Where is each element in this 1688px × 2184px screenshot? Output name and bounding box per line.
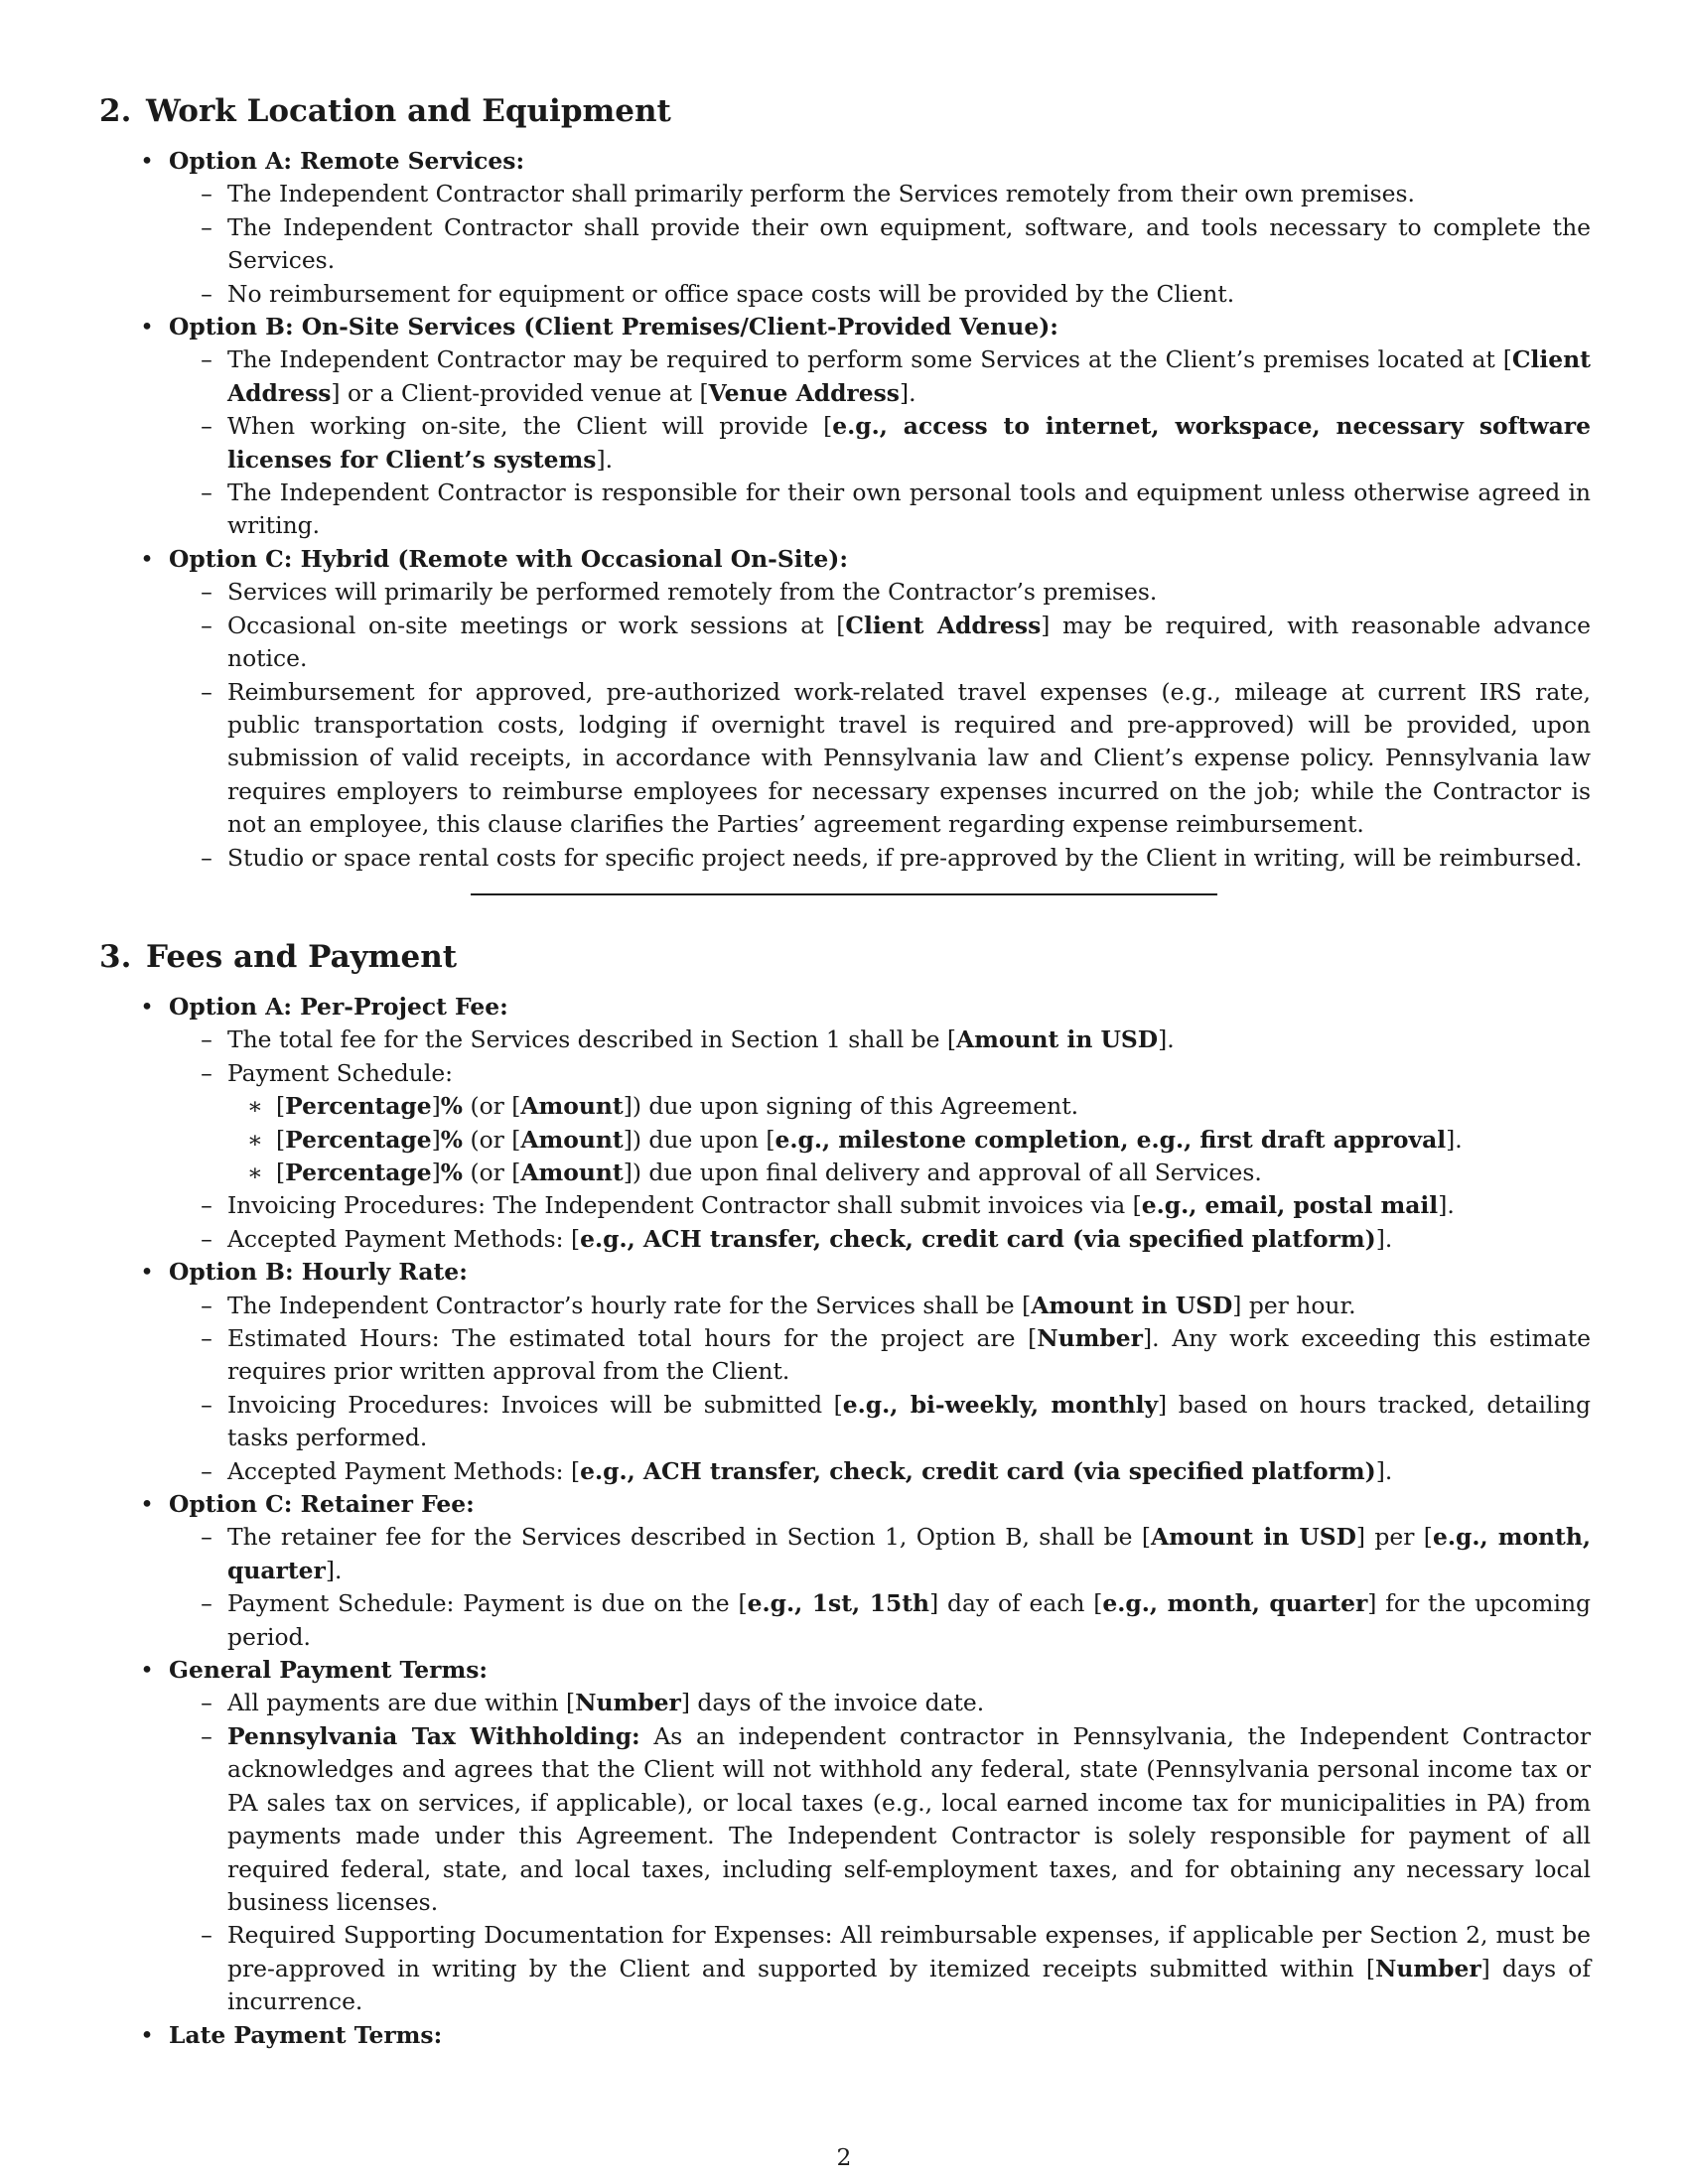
clause-item bbox=[169, 676, 1591, 842]
clause-item bbox=[169, 1455, 1591, 1488]
clause-item bbox=[169, 1189, 1591, 1222]
text-run: Payment Schedule: Payment is due on the [ bbox=[227, 1589, 748, 1618]
clause-item bbox=[169, 576, 1591, 609]
asterisk-icon: ∗ bbox=[247, 1158, 263, 1186]
text-run: ] day of each [ bbox=[929, 1589, 1103, 1618]
dash-icon: – bbox=[201, 212, 212, 241]
text-run: The Independent Contractor’s hourly rate for the Services shall be [ bbox=[227, 1291, 1032, 1319]
clause-list bbox=[169, 1521, 1591, 1654]
text-run: All payments are due within [ bbox=[227, 1689, 576, 1717]
dash-icon: – bbox=[201, 1456, 212, 1485]
bold-placeholder: e.g., ACH transfer, check, credit card (via specified platform) bbox=[580, 1456, 1376, 1485]
text-run: [ bbox=[276, 1092, 286, 1121]
asterisk-icon: ∗ bbox=[247, 1125, 263, 1154]
clause-list bbox=[169, 1290, 1591, 1488]
clause-item bbox=[169, 1223, 1591, 1256]
bullet-icon: • bbox=[140, 544, 154, 573]
bold-placeholder: Percentage bbox=[285, 1092, 432, 1121]
text-run: ]. Any work exceeding this estimate requires prior written approval from the Client. bbox=[227, 1324, 1591, 1386]
bold-placeholder: e.g., 1st, 15th bbox=[747, 1589, 930, 1618]
option-item bbox=[99, 1488, 1591, 1654]
text-run: Payment Schedule: bbox=[227, 1058, 454, 1087]
dash-icon: – bbox=[201, 1191, 212, 1220]
bold-placeholder: Amount bbox=[520, 1092, 624, 1121]
dash-icon: – bbox=[201, 1324, 212, 1352]
clause-item bbox=[169, 1024, 1591, 1056]
text-run: ]) due upon final delivery and approval of all Services. bbox=[623, 1158, 1262, 1186]
bold-placeholder: Percentage bbox=[285, 1125, 432, 1154]
text-run: ]. bbox=[596, 445, 614, 474]
dash-icon: – bbox=[201, 1058, 212, 1087]
clause-item bbox=[169, 610, 1591, 676]
text-run: ]) due upon signing of this Agreement. bbox=[623, 1092, 1079, 1121]
text-run: The total fee for the Services described in Section 1 shall be [ bbox=[227, 1025, 957, 1054]
clause-item bbox=[169, 1290, 1591, 1322]
option-heading: Option B: Hourly Rate: bbox=[169, 1258, 468, 1287]
text-run: The Independent Contractor may be required to perform some Services at the Client’s premises located at [ bbox=[227, 345, 1512, 374]
clause-item bbox=[169, 1389, 1591, 1455]
dash-icon: – bbox=[201, 1589, 212, 1618]
text-run: (or [ bbox=[463, 1092, 521, 1121]
option-heading: General Payment Terms: bbox=[169, 1656, 489, 1685]
clause-list bbox=[169, 576, 1591, 875]
bullet-icon: • bbox=[140, 1258, 154, 1287]
bold-placeholder: Amount in USD bbox=[1150, 1523, 1356, 1552]
bold-placeholder: Percentage bbox=[285, 1158, 432, 1186]
text-run: ]. bbox=[325, 1556, 343, 1584]
dash-icon: – bbox=[201, 1291, 212, 1319]
clause-item bbox=[169, 410, 1591, 477]
clause-item bbox=[169, 1687, 1591, 1719]
text-run: The retainer fee for the Services described in Section 1, Option B, shall be [ bbox=[227, 1523, 1151, 1552]
bold-placeholder: Client Address bbox=[845, 611, 1042, 639]
text-run: ] bbox=[431, 1125, 441, 1154]
section-work-location bbox=[99, 91, 1591, 875]
dash-icon: – bbox=[201, 180, 212, 208]
text-run: ] days of the invoice date. bbox=[680, 1689, 985, 1717]
bullet-icon: • bbox=[140, 313, 154, 341]
dash-icon: – bbox=[201, 1390, 212, 1419]
clause-item bbox=[169, 1057, 1591, 1190]
text-run: ] for the upcoming period. bbox=[227, 1589, 1591, 1651]
dash-icon: – bbox=[201, 677, 212, 706]
bold-placeholder: Venue Address bbox=[708, 378, 900, 407]
text-run: Invoicing Procedures: Invoices will be submitted [ bbox=[227, 1390, 843, 1419]
bold-placeholder: e.g., month, quarter bbox=[227, 1523, 1592, 1584]
text-run: Occasional on-site meetings or work sessions at [ bbox=[227, 611, 846, 639]
bold-placeholder: e.g., month, quarter bbox=[1102, 1589, 1368, 1618]
text-run: The Independent Contractor shall primarily perform the Services remotely from their own premises. bbox=[227, 180, 1415, 208]
bold-placeholder: e.g., ACH transfer, check, credit card (via specified platform) bbox=[580, 1224, 1376, 1253]
text-run: [ bbox=[276, 1125, 286, 1154]
text-run: (or [ bbox=[463, 1125, 521, 1154]
text-run: [ bbox=[276, 1158, 286, 1186]
clause-item bbox=[169, 1919, 1591, 2018]
bold-placeholder: Number bbox=[575, 1689, 681, 1717]
schedule-item bbox=[227, 1124, 1591, 1157]
text-run: No reimbursement for equipment or office space costs will be provided by the Client. bbox=[227, 279, 1235, 308]
option-heading: Late Payment Terms: bbox=[169, 2020, 443, 2049]
clause-list bbox=[169, 343, 1591, 542]
option-heading: Option A: Per-Project Fee: bbox=[169, 992, 508, 1021]
text-run: ] bbox=[431, 1092, 441, 1121]
option-item bbox=[99, 1654, 1591, 2018]
dash-icon: – bbox=[201, 1921, 212, 1950]
option-heading: Option C: Retainer Fee: bbox=[169, 1490, 475, 1519]
dash-icon: – bbox=[201, 345, 212, 374]
bold-placeholder: Amount in USD bbox=[956, 1025, 1159, 1054]
text-run: ] per [ bbox=[1355, 1523, 1433, 1552]
bold-placeholder: e.g., bi-weekly, monthly bbox=[842, 1390, 1159, 1419]
bullet-icon: • bbox=[140, 147, 154, 175]
dash-icon: – bbox=[201, 1523, 212, 1552]
option-heading: Option B: On-Site Services (Client Premises/Client-Provided Venue): bbox=[169, 313, 1058, 341]
text-run: ]. bbox=[1446, 1125, 1463, 1154]
text-run: The Independent Contractor shall provide their own equipment, software, and tools necessary to complete the Services. bbox=[227, 212, 1591, 275]
section-title: Fees and Payment bbox=[146, 938, 458, 975]
clause-list bbox=[169, 178, 1591, 311]
section-number: 2. bbox=[99, 93, 132, 129]
option-item bbox=[99, 991, 1591, 1256]
dash-icon: – bbox=[201, 1224, 212, 1253]
section-number: 3. bbox=[99, 938, 132, 975]
text-run: (or [ bbox=[463, 1158, 521, 1186]
bold-placeholder: Number bbox=[1037, 1324, 1143, 1352]
dash-icon: – bbox=[201, 478, 212, 507]
dash-icon: – bbox=[201, 1689, 212, 1717]
text-run: ]. bbox=[1438, 1191, 1455, 1220]
option-item bbox=[99, 311, 1591, 543]
text-run: ]. bbox=[1375, 1456, 1393, 1485]
option-list bbox=[99, 145, 1591, 875]
dash-icon: – bbox=[201, 412, 212, 441]
bullet-icon: • bbox=[140, 2020, 154, 2049]
text-run: ] per hour. bbox=[1232, 1291, 1356, 1319]
option-list bbox=[99, 991, 1591, 2052]
text-run: ] based on hours tracked, detailing tasks performed. bbox=[227, 1390, 1591, 1452]
option-heading: Option C: Hybrid (Remote with Occasional On-Site): bbox=[169, 544, 848, 573]
bold-placeholder: e.g., access to internet, workspace, necessary software licenses for Client’s systems bbox=[227, 412, 1591, 474]
option-item bbox=[99, 2019, 1591, 2052]
bullet-icon: • bbox=[140, 1656, 154, 1685]
horizontal-rule bbox=[471, 893, 1217, 895]
bold-placeholder: Number bbox=[1374, 1954, 1481, 1982]
text-run: As an independent contractor in Pennsylvania, the Independent Contractor acknowledges and agrees that the Client will not withhold any federal, state (Pennsylvania personal income tax or PA sales tax on services, if applicable), or local taxes (e.g., local earned income tax for municipalities in PA) from payments made under this Agreement. The Independent Contractor is solely responsible for payment of all required federal, state, and local taxes, including self-employment taxes, and for obtaining any necessary local business licenses. bbox=[227, 1721, 1591, 1916]
dash-icon: – bbox=[201, 611, 212, 639]
clause-item bbox=[169, 178, 1591, 210]
clause-list bbox=[169, 1687, 1591, 2018]
bold-placeholder: Amount in USD bbox=[1031, 1291, 1233, 1319]
dash-icon: – bbox=[201, 1721, 212, 1750]
text-run: ]) due upon [ bbox=[623, 1125, 775, 1154]
bold-placeholder: Pennsylvania Tax Withholding: bbox=[227, 1721, 640, 1750]
asterisk-icon: ∗ bbox=[247, 1092, 263, 1121]
dash-icon: – bbox=[201, 279, 212, 308]
page-number: 2 bbox=[836, 2143, 852, 2171]
text-run: ] bbox=[431, 1158, 441, 1186]
schedule-item bbox=[227, 1157, 1591, 1189]
bold-placeholder: e.g., milestone completion, e.g., first draft approval bbox=[774, 1125, 1447, 1154]
clause-item bbox=[169, 1521, 1591, 1587]
clause-item bbox=[169, 278, 1591, 311]
text-run: ] or a Client-provided venue at [ bbox=[331, 378, 709, 407]
text-run: ]. bbox=[1375, 1224, 1393, 1253]
dash-icon: – bbox=[201, 1025, 212, 1054]
clause-item bbox=[169, 1720, 1591, 1919]
section-title: Work Location and Equipment bbox=[146, 93, 671, 129]
text-run: Invoicing Procedures: The Independent Contractor shall submit invoices via [ bbox=[227, 1191, 1142, 1220]
clause-item bbox=[169, 1322, 1591, 1389]
text-run: Estimated Hours: The estimated total hours for the project are [ bbox=[227, 1324, 1038, 1352]
schedule-list bbox=[227, 1090, 1591, 1189]
text-run: ]. bbox=[899, 378, 916, 407]
clause-item bbox=[169, 477, 1591, 543]
bold-placeholder: % bbox=[440, 1092, 464, 1121]
text-run: Accepted Payment Methods: [ bbox=[227, 1456, 581, 1485]
text-run: Studio or space rental costs for specific project needs, if pre-approved by the Client in writing, will be reimbursed. bbox=[227, 843, 1583, 872]
clause-item bbox=[169, 343, 1591, 410]
text-run: The Independent Contractor is responsible for their own personal tools and equipment unless otherwise agreed in writing. bbox=[227, 478, 1591, 540]
bold-placeholder: % bbox=[440, 1125, 464, 1154]
text-run: Accepted Payment Methods: [ bbox=[227, 1224, 581, 1253]
section-heading bbox=[99, 91, 1591, 131]
text-run: Services will primarily be performed remotely from the Contractor’s premises. bbox=[227, 578, 1158, 607]
text-run: Reimbursement for approved, pre-authorized work-related travel expenses (e.g., mileage at current IRS rate, public transportation costs, lodging if overnight travel is required and pre-approved) will be provided, upon submission of valid receipts, in accordance with Pennsylvania law and Client’s expense policy. Pennsylvania law requires employers to reimburse employees for necessary expenses incurred on the job; while the Contractor is not an employee, this clause clarifies the Parties’ agreement regarding expense reimbursement. bbox=[227, 677, 1591, 839]
dash-icon: – bbox=[201, 843, 212, 872]
bullet-icon: • bbox=[140, 992, 154, 1021]
bold-placeholder: Amount bbox=[520, 1125, 624, 1154]
text-run: Required Supporting Documentation for Expenses: All reimbursable expenses, if applicable per Section 2, must be pre-approved in writing by the Client and supported by itemized receipts submitted within [ bbox=[227, 1921, 1591, 1982]
text-run: ]. bbox=[1158, 1025, 1175, 1054]
bullet-icon: • bbox=[140, 1490, 154, 1519]
option-item bbox=[99, 543, 1591, 875]
text-run: When working on-site, the Client will provide [ bbox=[227, 412, 833, 441]
schedule-item bbox=[227, 1090, 1591, 1123]
bold-placeholder: e.g., email, postal mail bbox=[1141, 1191, 1439, 1220]
bold-placeholder: Client Address bbox=[227, 345, 1591, 407]
clause-item bbox=[169, 211, 1591, 278]
option-heading: Option A: Remote Services: bbox=[169, 147, 525, 175]
option-item bbox=[99, 1256, 1591, 1488]
text-run: ] days of incurrence. bbox=[227, 1954, 1591, 2016]
section-heading bbox=[99, 937, 1591, 977]
document-page bbox=[99, 91, 1591, 2052]
clause-item bbox=[169, 1587, 1591, 1654]
option-item bbox=[99, 145, 1591, 311]
clause-list bbox=[169, 1024, 1591, 1256]
bold-placeholder: % bbox=[440, 1158, 464, 1186]
section-fees-payment bbox=[99, 937, 1591, 2052]
bold-placeholder: Amount bbox=[520, 1158, 624, 1186]
text-run: ] may be required, with reasonable advance notice. bbox=[227, 611, 1591, 673]
dash-icon: – bbox=[201, 578, 212, 607]
clause-item bbox=[169, 842, 1591, 875]
